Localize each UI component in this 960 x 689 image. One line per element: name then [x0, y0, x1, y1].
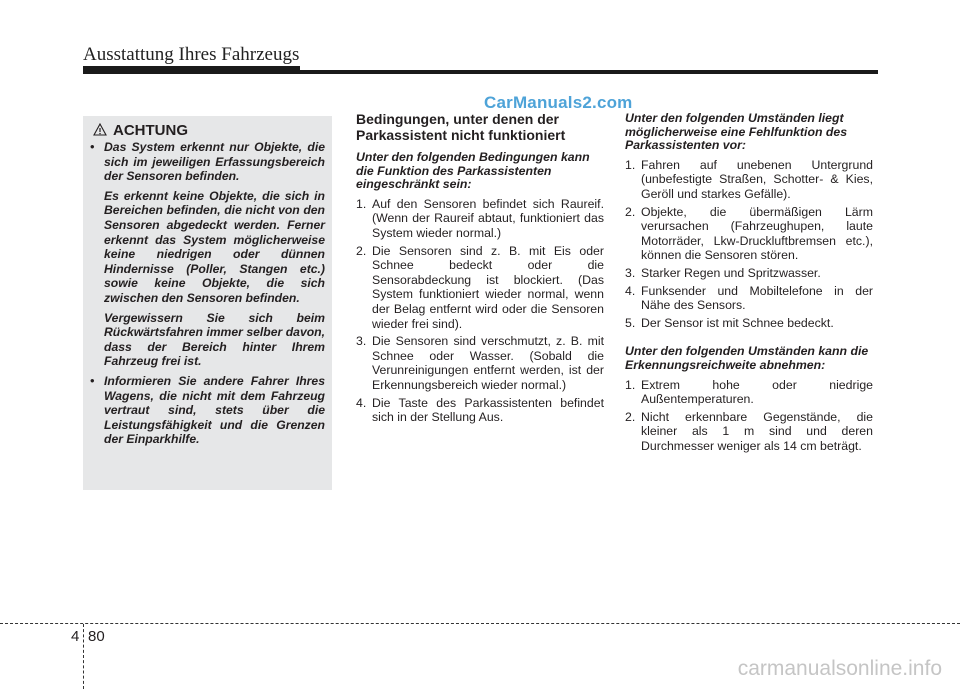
range-list: [625, 378, 873, 454]
list-item: 1. Extrem hohe oder niedrige Außentemperaturen.: [625, 377, 873, 407]
footer-divider: [83, 624, 84, 689]
list-item: 2. Nicht erkennbare Gegenstände, die kleiner als 1 m sind und deren Durchmesser weniger als 14 cm beträgt.: [625, 409, 873, 453]
conditions-list: [356, 197, 604, 425]
column-malfunction: [625, 112, 873, 456]
section-heading: Bedingungen, unter denen der Parkassistent nicht funktioniert: [356, 111, 566, 143]
caution-item-2: [88, 374, 325, 447]
bullet: •: [90, 140, 95, 154]
page-number: 80: [88, 628, 105, 645]
header-rule: [83, 70, 878, 74]
list-item: 2. Objekte, die übermäßigen Lärm verursachen (Fahrzeughupen, laute Motorräder, Lkw-Druckluftbremsen etc.), können die Sensoren stören.: [625, 204, 873, 263]
malfunction-list: [625, 158, 873, 331]
list-item: 2. Die Sensoren sind z. B. mit Eis oder Schnee bedeckt oder die Sensorabdeckung ist blockiert. (Das System funktioniert wieder normal, wenn der Belag entfernt wird oder die Sensoren wieder frei sind).: [356, 243, 604, 331]
list-item: 4. Funksender und Mobiltelefone in der Nähe des Sensors.: [625, 283, 873, 313]
chapter-number: 4: [71, 628, 80, 645]
watermark-top: CarManuals2.com: [484, 93, 633, 112]
page-header-title: Ausstattung Ihres Fahrzeugs: [83, 44, 300, 65]
subheading-range: Unter den folgenden Umständen kann die Erkennungsreichweite abnehmen:: [625, 344, 869, 372]
caution-title: [93, 122, 188, 140]
caution-item-1: [88, 140, 325, 369]
caution-title-text: ACHTUNG: [113, 122, 188, 139]
list-item: 3. Starker Regen und Spritzwasser.: [625, 265, 821, 280]
caution-list: [88, 140, 325, 452]
caution-item-2-text: Informieren Sie andere Fahrer Ihres Wagens, die nicht mit dem Fahrzeug vertraut sind, stets über die Leistungsfähigkeit und die Grenzen der Einparkhilfe.: [104, 373, 325, 447]
caution-item-1-text: Das System erkennt nur Objekte, die sich im jeweiligen Erfassungsbereich der Sensoren befinden.: [104, 140, 325, 184]
list-item: 5. Der Sensor ist mit Schnee bedeckt.: [625, 315, 834, 330]
caution-para-3: Vergewissern Sie sich beim Rückwärtsfahren immer selber davon, dass der Bereich hinter Ihrem Fahrzeug frei ist.: [104, 310, 325, 369]
column-conditions: [356, 112, 604, 428]
list-item: 4. Die Taste des Parkassistenten befindet sich in der Stellung Aus.: [356, 395, 604, 425]
footer-rule: [0, 623, 960, 624]
caution-para-2: Es erkennt keine Objekte, die sich in Bereichen befinden, die nicht von den Sensoren abgedeckt werden. Ferner erkennt das System möglicherweise keine niedrigen oder dünnen Hindernisse (Poller, Stangen etc.) sowie keine Objekte, die sich zwischen den Sensoren befinden.: [104, 188, 325, 305]
list-item: 3. Die Sensoren sind verschmutzt, z. B. mit Schnee oder Wasser. (Sobald die Verunreinigungen entfernt werden, ist der Erkennungsbereich wieder normal.): [356, 334, 604, 392]
list-item: 1. Auf den Sensoren befindet sich Raureif. (Wenn der Raureif abtaut, funktioniert das System wieder normal.): [356, 196, 604, 240]
list-item: 1. Fahren auf unebenen Untergrund (unbefestigte Straßen, Schotter- & Kies, Geröll und starkes Gefälle).: [625, 157, 873, 201]
bullet: •: [90, 373, 95, 388]
subheading-restricted: Unter den folgenden Bedingungen kann die Funktion des Parkassistenten eingeschränkt sein:: [356, 150, 590, 192]
watermark-bottom: carmanualsonline.info: [737, 657, 942, 680]
warning-triangle-icon: [93, 123, 107, 140]
subheading-malfunction: Unter den folgenden Umständen liegt möglicherweise eine Fehlfunktion des Parkassistenten vor:: [625, 111, 848, 153]
